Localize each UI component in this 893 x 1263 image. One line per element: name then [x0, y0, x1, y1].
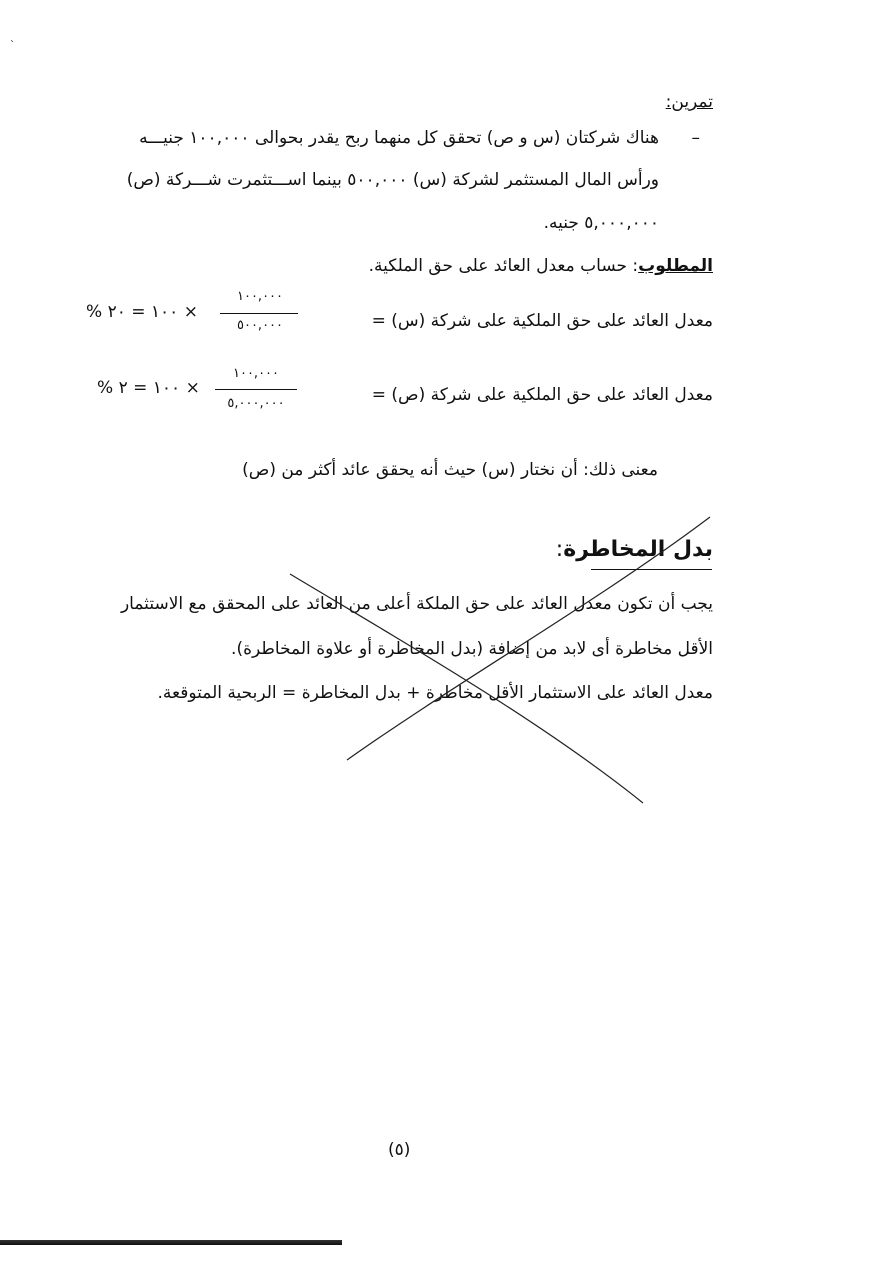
scan-edge-bar [0, 1240, 342, 1245]
formula-x-label: معدل العائد على حق الملكية على شركة (س) = [371, 311, 713, 331]
conclusion-text: معنى ذلك: أن نختار (س) حيث أنه يحقق عائد أكثر من (ص) [242, 460, 658, 480]
exercise-dash: – [691, 128, 700, 148]
risk-heading-colon: : [555, 537, 564, 562]
required-text: حساب معدل العائد على حق الملكية. [368, 256, 627, 276]
risk-heading-title: بدل المخاطرة [563, 537, 713, 562]
formula-x-denominator: ٥٠٠,٠٠٠ [236, 318, 284, 333]
page-number: (٥) [388, 1140, 411, 1160]
required-label: المطلوب [638, 256, 713, 276]
exercise-line-2: ورأس المال المستثمر لشركة (س) ٥٠٠,٠٠٠ بينما اســـتثمرت شـــركة (ص) [126, 170, 659, 190]
exercise-line-3: ٥,٠٠٠,٠٠٠ جنيه. [543, 213, 659, 233]
formula-y-result: × ١٠٠ = ٢ % [97, 378, 200, 398]
exercise-line-1: هناك شركتان (س و ص) تحقق كل منهما ربح يقدر بحوالى ١٠٠,٠٠٠ جنيـــه [139, 128, 659, 148]
formula-y-numerator: ١٠٠,٠٠٠ [232, 366, 280, 381]
formula-y-denominator: ٥,٠٠٠,٠٠٠ [227, 396, 285, 411]
formula-x-numerator: ١٠٠,٠٠٠ [236, 289, 284, 304]
formula-x-result: × ١٠٠ = ٢٠ % [86, 302, 198, 322]
cross-stroke-rising [347, 517, 710, 760]
risk-line-1: يجب أن تكون معدل العائد على حق الملكة أعلى من العائد على المحقق مع الاستثمار [120, 594, 713, 614]
cross-stroke-falling [290, 574, 643, 803]
scan-speck: ˋ [10, 40, 15, 51]
risk-line-3: معدل العائد على الاستثمار الأقل مخاطرة + بدل المخاطرة = الربحية المتوقعة. [157, 683, 713, 703]
formula-y-label: معدل العائد على حق الملكية على شركة (ص) = [371, 385, 713, 405]
risk-line-2: الأقل مخاطرة أى لابد من إضافة (بدل المخاطرة أو علاوة المخاطرة). [231, 639, 713, 659]
exercise-heading: تمرين: [665, 92, 713, 112]
required-colon: : [632, 256, 639, 276]
